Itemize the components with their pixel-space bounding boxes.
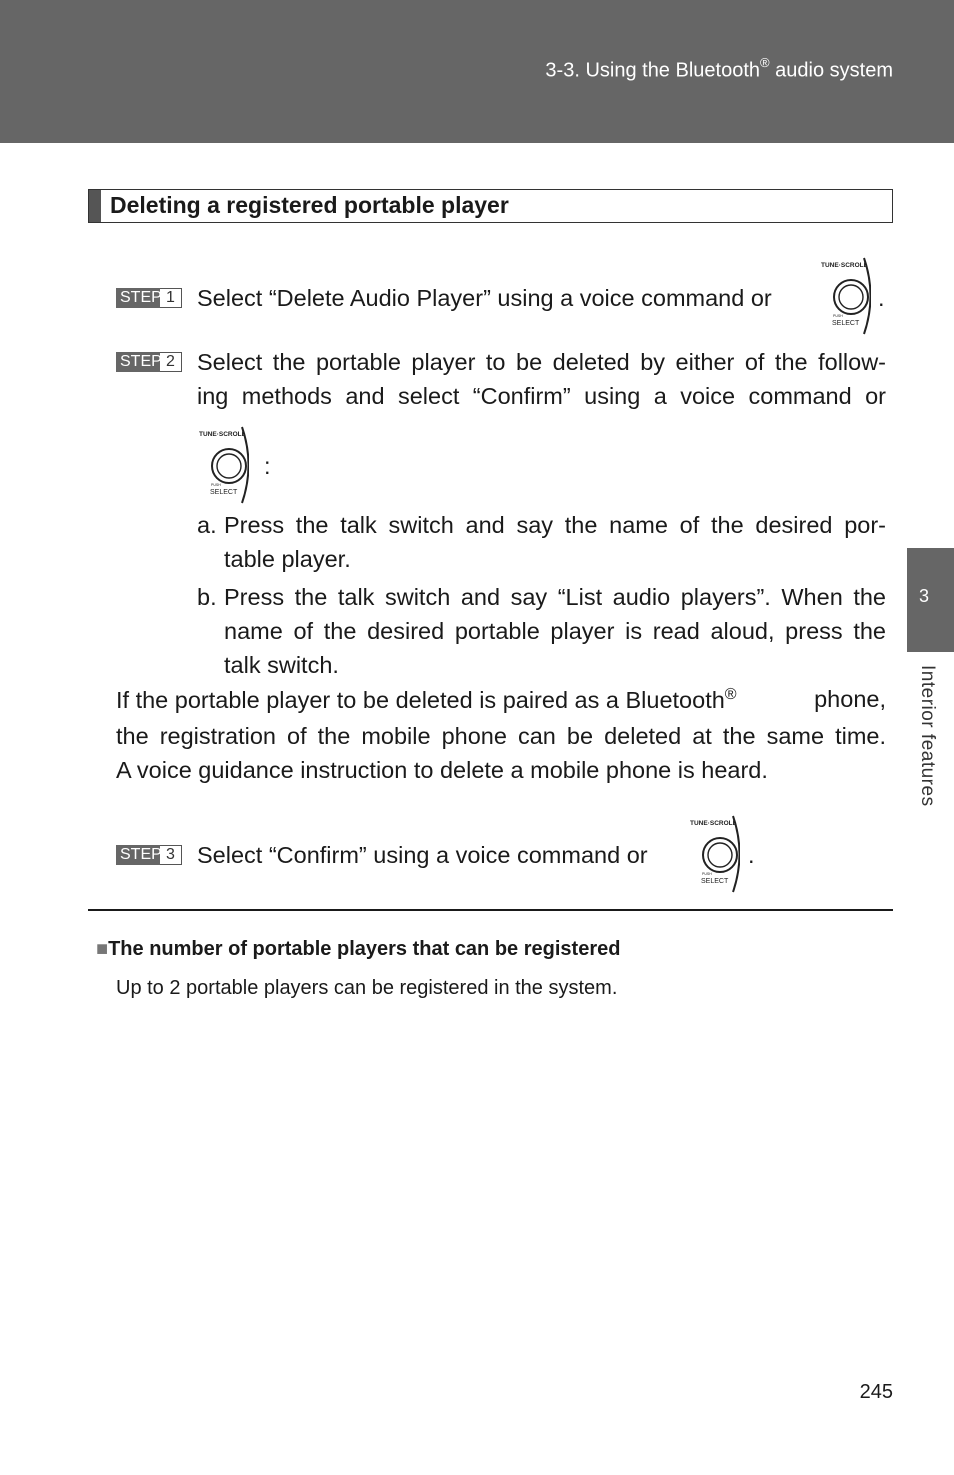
paragraph-line-3: A voice guidance instruction to delete a mobile phone is heard. [116, 757, 768, 783]
option-a-line-1: Press the talk switch and say the name of the desired por- [224, 512, 886, 538]
svg-text:SELECT: SELECT [832, 320, 860, 327]
bullet-square-icon: ■ [96, 938, 109, 960]
tune-select-knob-icon [819, 256, 871, 336]
svg-text:TUNE·SCROLL: TUNE·SCROLL [821, 262, 868, 269]
svg-text:TUNE·SCROLL: TUNE·SCROLL [199, 431, 246, 438]
step-2-text-line-1: Select the portable player to be deleted by either of the follow- [197, 349, 886, 375]
chapter-tab-number: 3 [918, 586, 929, 606]
svg-text:SELECT: SELECT [701, 878, 729, 885]
option-b-line-1: Press the talk switch and say “List audio players”. When the [224, 584, 886, 610]
step-3-text: Select “Confirm” using a voice command or [197, 842, 648, 868]
section-title: Deleting a registered portable player [110, 192, 509, 218]
step-3-period: . [748, 842, 755, 868]
note-body: Up to 2 portable players can be registered in the system. [116, 977, 618, 999]
step-badge-1: STEP 1 [116, 288, 182, 308]
step-2-colon: : [264, 453, 271, 479]
paragraph-line-2: the registration of the mobile phone can be deleted at the same time. [116, 723, 886, 749]
option-b-line-3: talk switch. [224, 652, 339, 678]
step-1-text: Select “Delete Audio Player” using a voice command or [197, 285, 772, 311]
step-2-text-line-2: ing methods and select “Confirm” using a voice command or [197, 383, 886, 409]
section-heading [88, 189, 893, 223]
svg-text:TUNE·SCROLL: TUNE·SCROLL [690, 820, 737, 827]
chapter-tab-label: Interior features [917, 665, 938, 807]
tune-select-knob-icon [688, 814, 740, 894]
option-a-letter: a. [197, 512, 217, 538]
option-a-line-2: table player. [224, 546, 351, 572]
step-badge-2: STEP 2 [116, 352, 182, 372]
svg-text:PUSH: PUSH [211, 483, 221, 487]
note-heading: ■The number of portable players that can be registered [96, 938, 621, 960]
svg-text:SELECT: SELECT [210, 489, 238, 496]
option-b-line-2: name of the desired portable player is read aloud, press the [224, 618, 886, 644]
tune-select-knob-icon [197, 425, 249, 505]
section-divider [88, 909, 893, 911]
step-1-period: . [878, 285, 885, 311]
chapter-title: 3-3. Using the Bluetooth® audio system [545, 55, 893, 82]
step-badge-3: STEP 3 [116, 845, 182, 865]
page-number: 245 [859, 1381, 893, 1403]
option-b-letter: b. [197, 584, 217, 610]
svg-text:PUSH: PUSH [833, 314, 843, 318]
paragraph-line-1: If the portable player to be deleted is paired as a Bluetooth® phone, [116, 686, 886, 713]
chapter-tab [907, 548, 954, 652]
heading-marker [89, 190, 101, 222]
svg-text:PUSH: PUSH [702, 872, 712, 876]
